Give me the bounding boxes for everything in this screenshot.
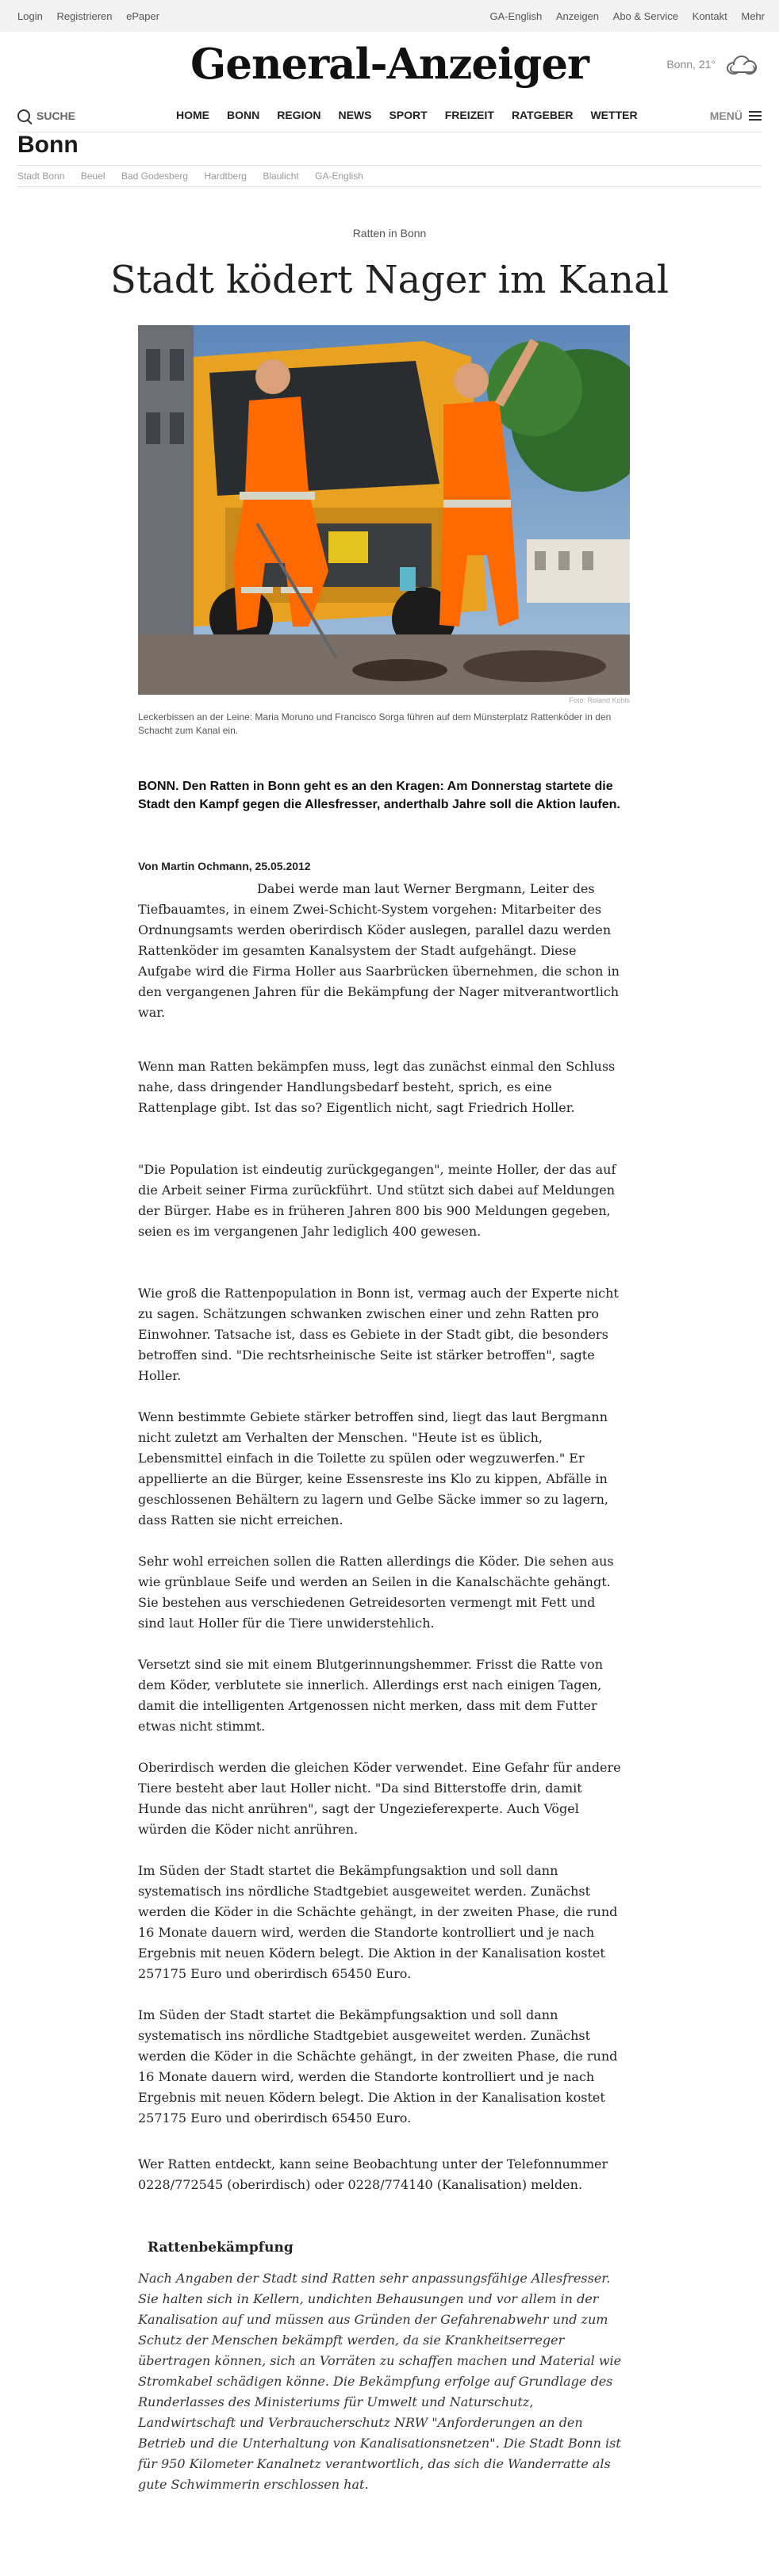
nav-item-news[interactable]: NEWS	[338, 109, 372, 121]
epaper-link[interactable]: ePaper	[126, 10, 160, 22]
article-photo[interactable]	[138, 325, 630, 695]
cloud-icon	[725, 54, 757, 75]
article-paragraph-10: Im Süden der Stadt startet die Bekämpfungsaktion und soll dann systematisch ins nördliche Stadtgebiet ausgeweitet werden. Zunächst werden die Köder in die Schächte gehängt, in der zweiten Phase, die rund 16 Monate dauern wird, werden die Standorte kontrolliert und je nach Ergebnis mit neuen Ködern belegt. Die Aktion in der Kanalisation kostet 257175 Euro und oberirdisch 65450 Euro.	[138, 2007, 618, 2126]
nav-item-bonn[interactable]: BONN	[227, 109, 260, 121]
article-paragraph-4: Wie groß die Rattenpopulation in Bonn ist, vermag auch der Experte nicht zu sagen. Schätzungen schwanken zwischen einer und zehn Ratten pro Einwohner. Tatsache ist, dass es Gebiete in der Stadt gibt, die besonders betroffen sind. "Die rechtsrheinische Seite ist stärker betroffen", sagte Holler.	[138, 1286, 619, 1383]
menu-label: MENÜ	[709, 109, 743, 122]
ga-english-link[interactable]: GA-English	[489, 10, 543, 22]
anzeigen-link[interactable]: Anzeigen	[555, 10, 600, 22]
article-paragraph-11: Wer Ratten entdeckt, kann seine Beobachtung unter der Telefonnummer 0228/772545 (oberirdisch) oder 0228/774140 (Kanalisation) melden.	[138, 2156, 608, 2192]
utility-left-links	[17, 10, 171, 22]
register-link[interactable]: Registrieren	[56, 10, 113, 22]
subnav-beuel[interactable]: Beuel	[80, 171, 106, 182]
article-paragraph-2: Wenn man Ratten bekämpfen muss, legt das zunächst einmal den Schluss nahe, dass dringender Handlungsbedarf besteht, sprich, es eine Rattenplage gibt. Ist das so? Eigentlich nicht, sagt Friedrich Holler.	[138, 1059, 616, 1115]
nav-item-home[interactable]: HOME	[176, 109, 209, 121]
article-paragraph-1: Dabei werde man laut Werner Bergmann, Leiter des Tiefbauamtes, in einem Zwei-Schicht-System vorgehen: Mitarbeiter des Ordnungsamts werden oberirdisch Köder auslegen, parallel dazu werden Rattenköder im gesamten Kanalsystem der Stadt aufgehängt. Diese Aufgabe wird die Firma Holler aus Saarbrücken übernehmen, die schon in den vergangenen Jahren für die Bekämpfung der Nager mitverantwortlich war.	[138, 881, 620, 1020]
section-title: Bonn	[17, 132, 79, 158]
nav-item-freizeit[interactable]: FREIZEIT	[444, 109, 494, 121]
search-button[interactable]	[17, 109, 75, 122]
nav-item-region[interactable]: REGION	[277, 109, 321, 121]
site-logo[interactable]: General-Anzeiger	[190, 40, 589, 89]
nav-item-wetter[interactable]: WETTER	[590, 109, 638, 121]
nav-items	[176, 109, 638, 121]
weather-widget[interactable]	[666, 54, 757, 75]
masthead	[0, 32, 779, 103]
photo-credit: Foto: Roland Kohls	[569, 696, 630, 704]
mehr-link[interactable]: Mehr	[741, 10, 765, 22]
subnav-bad-godesberg[interactable]: Bad Godesberg	[121, 171, 189, 182]
utility-right-links	[478, 10, 765, 22]
nav-item-sport[interactable]: SPORT	[389, 109, 428, 121]
infobox-text: Nach Angaben der Stadt sind Ratten sehr anpassungsfähige Allesfresser. Sie halten sich in Kellern, undichten Behausungen und vor allem in der Kanalisation auf und müssen aus Gründen der Gefahrenabwehr und zum Schutz der Menschen bekämpft werden, da sie Krankheitserreger übertragen können, sich an Vorräten zu schaffen machen und Material wie Stromkabel schädigen könne. Die Bekämpfung erfolge auf Grundlage des Runderlasses des Ministeriums für Umwelt und Naturschutz, Landwirtschaft und Verbraucherschutz NRW "Anforderungen an den Betrieb und die Unterhaltung von Kanalisationsnetzen". Die Stadt Bonn ist für 950 Kilometer Kanalnetz verantwortlich, das sich die Wanderratte als gute Schwimmerin erschlossen hat.	[138, 2271, 622, 2492]
article-headline: Stadt ködert Nager im Kanal	[109, 258, 670, 302]
abo-service-link[interactable]: Abo & Service	[612, 10, 679, 22]
search-label: SUCHE	[36, 109, 76, 122]
kontakt-link[interactable]: Kontakt	[692, 10, 727, 22]
article-lead: BONN. Den Ratten in Bonn geht es an den Kragen: Am Donnerstag startete die Stadt den Kampf gegen die Allesfresser, anderthalb Jahre soll die Aktion laufen.	[138, 780, 620, 811]
article-kicker: Ratten in Bonn	[352, 227, 427, 240]
weather-text: Bonn, 21°	[666, 58, 716, 71]
photo-caption: Leckerbissen an der Leine: Maria Moruno und Francisco Sorga führen auf dem Münsterplatz Rattenköder in den Schacht zum Kanal ein.	[138, 711, 612, 736]
search-icon	[17, 109, 30, 122]
section-subnav	[17, 165, 762, 187]
article-paragraph-5: Wenn bestimmte Gebiete stärker betroffen sind, liegt das laut Bergmann nicht zuletzt am Verhalten der Menschen. "Heute ist es üblich, Lebensmittel einfach in die Toilette zu spülen oder wegzuwerfen." Er appellierte an die Bürger, keine Essensreste ins Klo zu kippen, Abfälle in geschlossenen Behältern zu lagern und Gelbe Säcke immer so zu lagern, dass Ratten sie nicht erreichen.	[138, 1409, 608, 1528]
hamburger-icon	[749, 111, 762, 121]
article-paragraph-7: Versetzt sind sie mit einem Blutgerinnungshemmer. Frisst die Ratte von dem Köder, verblutete sie innerlich. Allerdings erst nach einigen Tagen, damit die intelligenten Artgenossen nicht merken, dass mit dem Futter etwas nicht stimmt.	[138, 1657, 603, 1734]
nav-item-ratgeber[interactable]: RATGEBER	[511, 109, 574, 121]
login-link[interactable]: Login	[17, 10, 43, 22]
subnav-hardtberg[interactable]: Hardtberg	[204, 171, 247, 182]
article-paragraph-3: "Die Population ist eindeutig zurückgegangen", meinte Holler, der das auf die Arbeit seiner Firma zurückführt. Und stützt sich dabei auf Meldungen der Bürger. Habe es in früheren Jahren 800 bis 900 Meldungen gegeben, seien es im vergangenen Jahr lediglich 400 gewesen.	[138, 1162, 616, 1239]
article-paragraph-8: Oberirdisch werden die gleichen Köder verwendet. Eine Gefahr für andere Tiere besteht aber laut Holler nicht. "Da sind Bitterstoffe drin, damit Hunde das nicht anrühren", sagt der Ungezieferexperte. Auch Vögel würden die Köder nicht anrühren.	[138, 1760, 621, 1837]
subnav-blaulicht[interactable]: Blaulicht	[263, 171, 299, 182]
article-paragraph-9: Im Süden der Stadt startet die Bekämpfungsaktion und soll dann systematisch ins nördliche Stadtgebiet ausgeweitet werden. Zunächst werden die Köder in die Schächte gehängt, in der zweiten Phase, die rund 16 Monate dauern wird, werden die Standorte kontrolliert und je nach Ergebnis mit neuen Ködern belegt. Die Aktion in der Kanalisation kostet 257175 Euro und oberirdisch 65450 Euro.	[138, 1863, 618, 1981]
main-nav	[17, 103, 762, 132]
article-byline: Von Martin Ochmann, 25.05.2012	[138, 860, 311, 872]
utility-bar	[0, 0, 779, 32]
subnav-ga-english[interactable]: GA-English	[315, 171, 363, 182]
infobox-title: Rattenbekämpfung	[148, 2240, 294, 2256]
article-paragraph-6: Sehr wohl erreichen sollen die Ratten allerdings die Köder. Die sehen aus wie grünblaue Seife und werden an Seilen in die Kanalschächte gehängt. Sie bestehen aus verschiedenen Getreidesorten vermengt mit Fett und sind laut Holler für die Tiere unwiderstehlich.	[138, 1554, 614, 1631]
menu-button[interactable]	[710, 109, 762, 122]
subnav-stadt-bonn[interactable]: Stadt Bonn	[17, 171, 65, 182]
